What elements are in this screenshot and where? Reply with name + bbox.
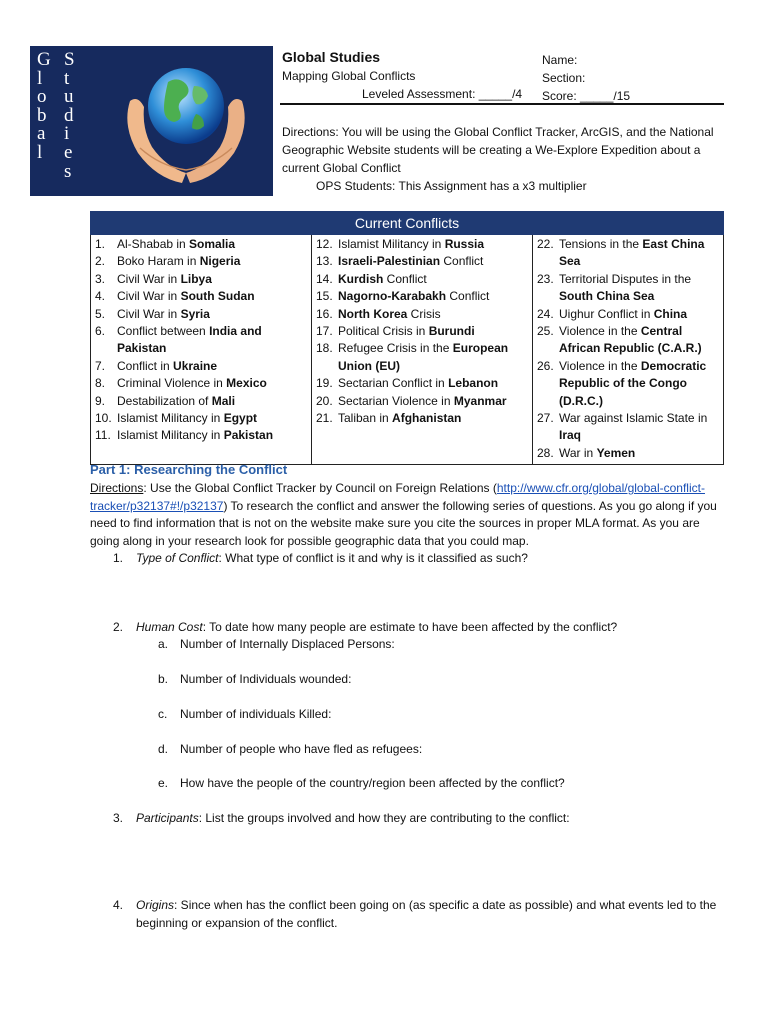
subquestion-text: How have the people of the country/region been affected by the conflict? bbox=[180, 776, 565, 790]
conflict-prefix: Boko Haram in bbox=[117, 254, 200, 269]
conflict-location: Egypt bbox=[223, 411, 258, 426]
conflict-item bbox=[95, 306, 307, 323]
current-conflicts-table bbox=[90, 211, 724, 465]
conflict-suffix: Conflict bbox=[446, 289, 490, 304]
logo-letter: b bbox=[37, 104, 47, 126]
conflict-number: 15. bbox=[316, 289, 333, 304]
conflict-item bbox=[95, 253, 307, 270]
conflict-prefix: Uighur Conflict in bbox=[559, 306, 654, 321]
conflict-prefix: Civil War in bbox=[117, 271, 181, 286]
subquestion-text: Number of Internally Displaced Persons: bbox=[180, 637, 395, 651]
conflict-item bbox=[316, 340, 528, 375]
part1-intro: : Use the Global Conflict Tracker by Council on Foreign Relations ( bbox=[143, 481, 497, 495]
conflict-number: 27. bbox=[537, 411, 554, 426]
conflict-item bbox=[95, 393, 307, 410]
conflict-suffix: Crisis bbox=[407, 306, 441, 321]
conflict-number: 13. bbox=[316, 254, 333, 269]
conflict-location: Pakistan bbox=[223, 428, 274, 443]
conflict-item bbox=[537, 236, 719, 271]
conflict-text bbox=[117, 306, 210, 323]
conflict-location: Central African Republic (C.A.R.) bbox=[559, 324, 702, 356]
conflict-text bbox=[117, 375, 267, 392]
conflict-location: Somalia bbox=[189, 237, 236, 251]
question-label: Origins bbox=[136, 898, 175, 912]
conflict-location: Democratic Republic of the Congo (D.R.C.) bbox=[559, 358, 707, 408]
conflict-text bbox=[117, 427, 273, 444]
conflict-number: 10. bbox=[95, 411, 112, 426]
page-subtitle: Mapping Global Conflicts bbox=[282, 69, 416, 83]
conflict-text bbox=[559, 306, 687, 323]
conflict-item bbox=[537, 445, 719, 462]
conflict-item bbox=[537, 306, 719, 323]
conflict-text bbox=[559, 236, 719, 271]
conflict-number: 5. bbox=[95, 306, 106, 321]
conflict-text bbox=[117, 253, 240, 270]
conflict-location: Burundi bbox=[428, 324, 475, 339]
conflict-item bbox=[537, 358, 719, 410]
conflict-location: Libya bbox=[180, 271, 212, 286]
conflict-text bbox=[338, 323, 475, 340]
conflict-prefix: Islamist Militancy in bbox=[117, 428, 224, 443]
conflict-location: Russia bbox=[444, 237, 485, 251]
conflict-prefix: Sectarian Conflict in bbox=[338, 376, 449, 391]
conflict-location: India and Pakistan bbox=[117, 324, 262, 356]
conflict-prefix: Violence in the bbox=[559, 358, 641, 373]
conflict-item bbox=[95, 427, 307, 444]
conflict-text bbox=[338, 410, 461, 427]
conflict-item bbox=[316, 253, 528, 270]
conflict-text bbox=[117, 271, 212, 288]
conflict-location: Kurdish bbox=[338, 271, 384, 286]
conflict-item bbox=[316, 410, 528, 427]
conflict-item bbox=[95, 375, 307, 392]
conflict-location: Yemen bbox=[596, 445, 636, 460]
leveled-assessment-label: Leveled Assessment: _____/4 bbox=[362, 87, 523, 101]
conflict-location: East China Sea bbox=[559, 237, 705, 269]
conflict-text bbox=[559, 323, 719, 358]
conflict-item bbox=[316, 323, 528, 340]
conflict-item bbox=[316, 375, 528, 392]
conflict-location: Iraq bbox=[559, 428, 582, 443]
conflict-prefix: Tensions in the bbox=[559, 237, 643, 251]
part1-rest: ) To research the conflict and answer the following series of questions. As you go along if you need to find information that is not on the website make sure you cite the sources in proper MLA format. As you are going along in your research look for possible geographic data that you could map. bbox=[90, 498, 717, 548]
conflict-text bbox=[117, 410, 257, 427]
page-title: Global Studies bbox=[282, 49, 381, 65]
conflict-item bbox=[95, 323, 307, 358]
conflict-prefix: Civil War in bbox=[117, 289, 181, 304]
conflict-prefix: Islamist Militancy in bbox=[117, 411, 224, 426]
conflict-location: Israeli-Palestinian bbox=[338, 254, 441, 269]
conflict-number: 19. bbox=[316, 376, 333, 391]
conflict-item bbox=[316, 288, 528, 305]
conflict-prefix: Destabilization of bbox=[117, 393, 212, 408]
conflict-number: 2. bbox=[95, 254, 106, 269]
part1-heading: Part 1: Researching the Conflict bbox=[90, 462, 288, 477]
logo-letters-global bbox=[37, 51, 51, 163]
conflict-number: 18. bbox=[316, 341, 333, 356]
part1-directions bbox=[90, 480, 724, 550]
conflict-prefix: Al-Shabab in bbox=[117, 237, 190, 251]
conflict-number: 17. bbox=[316, 324, 333, 339]
logo-letter: i bbox=[64, 123, 70, 145]
logo-letter: d bbox=[64, 104, 74, 126]
conflict-location: Mexico bbox=[226, 376, 267, 391]
student-info-block bbox=[542, 51, 630, 105]
score-label: Score: _____/15 bbox=[542, 89, 631, 103]
conflict-prefix: Political Crisis in bbox=[338, 324, 429, 339]
conflict-prefix: Taliban in bbox=[338, 411, 393, 426]
directions-label: Directions bbox=[90, 481, 144, 495]
conflict-suffix: Conflict bbox=[440, 254, 484, 269]
question-number: 4. bbox=[113, 898, 124, 912]
hands-holding-globe-icon bbox=[110, 56, 260, 191]
conflict-number: 11. bbox=[95, 428, 111, 443]
conflict-number: 26. bbox=[537, 358, 554, 373]
logo-letter: u bbox=[64, 86, 74, 108]
conflict-text bbox=[117, 393, 235, 410]
question-text: : What type of conflict is it and why is it classified as such? bbox=[218, 551, 528, 565]
conflict-item bbox=[316, 271, 528, 288]
question-text: : Since when has the conflict been going on (as specific a date as possible) and what events led to the beginning or expansion of the conflict. bbox=[136, 898, 717, 930]
question-number: 3. bbox=[113, 811, 124, 825]
conflict-location: Nagorno-Karabakh bbox=[338, 289, 447, 304]
logo-letters-studies bbox=[64, 51, 75, 181]
conflict-number: 6. bbox=[95, 324, 106, 339]
conflict-location: Lebanon bbox=[448, 376, 499, 391]
conflicts-column-1 bbox=[91, 235, 312, 465]
conflict-location: North Korea bbox=[338, 306, 408, 321]
subquestion-letter: e. bbox=[158, 776, 169, 790]
conflict-number: 21. bbox=[316, 411, 333, 426]
conflict-item bbox=[316, 306, 528, 323]
conflict-text bbox=[117, 323, 307, 358]
conflict-text bbox=[338, 253, 483, 270]
conflict-text bbox=[338, 306, 441, 323]
question-number: 1. bbox=[113, 551, 124, 565]
conflict-number: 16. bbox=[316, 306, 333, 321]
conflict-text bbox=[559, 358, 719, 410]
conflict-item bbox=[95, 410, 307, 427]
conflict-item bbox=[316, 393, 528, 410]
conflict-text bbox=[559, 271, 719, 306]
conflict-prefix: War against Islamic State in bbox=[559, 411, 708, 426]
subquestion-letter: c. bbox=[158, 707, 168, 721]
conflict-text bbox=[117, 288, 255, 305]
conflict-text bbox=[117, 358, 217, 375]
conflict-number: 14. bbox=[316, 271, 333, 286]
conflict-number: 25. bbox=[537, 324, 554, 339]
conflict-number: 24. bbox=[537, 306, 554, 321]
header-divider bbox=[280, 103, 724, 105]
ops-note: OPS Students: This Assignment has a x3 multiplier bbox=[316, 179, 587, 193]
directions-text: Directions: You will be using the Global Conflict Tracker, ArcGIS, and the National Geographic Website students will be creating a We-Explore Expedition about a current Global Conflict bbox=[282, 125, 714, 175]
conflict-number: 23. bbox=[537, 271, 554, 286]
conflict-prefix: Refugee Crisis in the bbox=[338, 341, 453, 356]
conflict-location: South China Sea bbox=[559, 289, 655, 304]
question-text: : List the groups involved and how they are contributing to the conflict: bbox=[198, 811, 570, 825]
conflict-item bbox=[95, 288, 307, 305]
subquestion-letter: d. bbox=[158, 742, 169, 756]
logo-letter: a bbox=[37, 123, 46, 145]
table-title: Current Conflicts bbox=[91, 212, 724, 235]
conflict-location: China bbox=[653, 306, 688, 321]
conflict-number: 3. bbox=[95, 271, 106, 286]
logo-letter: s bbox=[64, 160, 72, 182]
conflict-number: 1. bbox=[95, 237, 106, 251]
conflict-prefix: War in bbox=[559, 445, 597, 460]
conflict-number: 22. bbox=[537, 237, 554, 251]
conflict-location: Ukraine bbox=[173, 358, 218, 373]
conflict-prefix: Violence in the bbox=[559, 324, 641, 339]
conflict-prefix: Islamist Militancy in bbox=[338, 237, 445, 251]
conflict-text bbox=[338, 340, 528, 375]
conflict-text bbox=[338, 393, 507, 410]
name-label: Name: bbox=[542, 53, 578, 67]
conflict-item bbox=[537, 323, 719, 358]
logo-letter: G bbox=[37, 49, 51, 70]
question-label: Participants bbox=[136, 811, 199, 825]
subquestion-text: Number of individuals Killed: bbox=[180, 707, 332, 721]
question-text: : To date how many people are estimate to have been affected by the conflict? bbox=[202, 620, 618, 634]
subquestion-letter: a. bbox=[158, 637, 169, 651]
conflict-item bbox=[537, 271, 719, 306]
conflict-prefix: Sectarian Violence in bbox=[338, 393, 454, 408]
conflict-location: Mali bbox=[211, 393, 236, 408]
logo-letter: t bbox=[64, 67, 70, 89]
conflict-prefix: Criminal Violence in bbox=[117, 376, 227, 391]
conflict-number: 9. bbox=[95, 393, 106, 408]
conflict-location: South Sudan bbox=[180, 289, 255, 304]
question-label: Type of Conflict bbox=[136, 551, 219, 565]
conflict-prefix: Territorial Disputes in the bbox=[559, 271, 692, 286]
global-studies-logo bbox=[30, 46, 273, 196]
subquestion-text: Number of Individuals wounded: bbox=[180, 672, 352, 686]
conflict-item bbox=[316, 236, 528, 253]
subquestion-letter: b. bbox=[158, 672, 169, 686]
logo-letter: l bbox=[37, 67, 43, 89]
conflict-location: Nigeria bbox=[199, 254, 241, 269]
conflict-text bbox=[559, 445, 635, 462]
conflict-suffix: Conflict bbox=[383, 271, 427, 286]
conflict-number: 8. bbox=[95, 376, 106, 391]
conflict-number: 20. bbox=[316, 393, 333, 408]
conflict-text bbox=[338, 236, 484, 253]
logo-letter: l bbox=[37, 141, 43, 163]
subquestion-text: Number of people who have fled as refugees: bbox=[180, 742, 423, 756]
cfr-link[interactable]: http://www.cfr.org/global/global-conflict-tracker/p32137#!/p32137 bbox=[90, 481, 705, 513]
conflicts-column-2 bbox=[312, 235, 533, 465]
conflict-location: Syria bbox=[180, 306, 210, 321]
directions-block bbox=[282, 123, 722, 195]
question-number: 2. bbox=[113, 620, 124, 634]
conflict-item bbox=[537, 410, 719, 445]
conflict-location: Myanmar bbox=[453, 393, 507, 408]
conflict-number: 4. bbox=[95, 289, 106, 304]
conflict-text bbox=[117, 236, 235, 253]
conflict-number: 12. bbox=[316, 237, 333, 251]
conflict-item bbox=[95, 271, 307, 288]
conflict-location: Afghanistan bbox=[392, 411, 462, 426]
conflict-text bbox=[559, 410, 719, 445]
conflict-text bbox=[338, 271, 427, 288]
conflict-item bbox=[95, 236, 307, 253]
section-label: Section: bbox=[542, 71, 586, 85]
conflict-prefix: Conflict between bbox=[117, 324, 210, 339]
conflict-item bbox=[95, 358, 307, 375]
logo-letter: e bbox=[64, 141, 73, 163]
conflict-text bbox=[338, 375, 498, 392]
conflict-number: 7. bbox=[95, 358, 106, 373]
conflict-prefix: Conflict in bbox=[117, 358, 174, 373]
conflict-text bbox=[338, 288, 489, 305]
logo-letter: S bbox=[64, 49, 75, 70]
logo-letter: o bbox=[37, 86, 47, 108]
question-label: Human Cost bbox=[136, 620, 203, 634]
conflicts-column-3 bbox=[533, 235, 724, 465]
conflict-number: 28. bbox=[537, 445, 554, 460]
conflict-prefix: Civil War in bbox=[117, 306, 181, 321]
conflict-location: European Union (EU) bbox=[338, 341, 509, 373]
